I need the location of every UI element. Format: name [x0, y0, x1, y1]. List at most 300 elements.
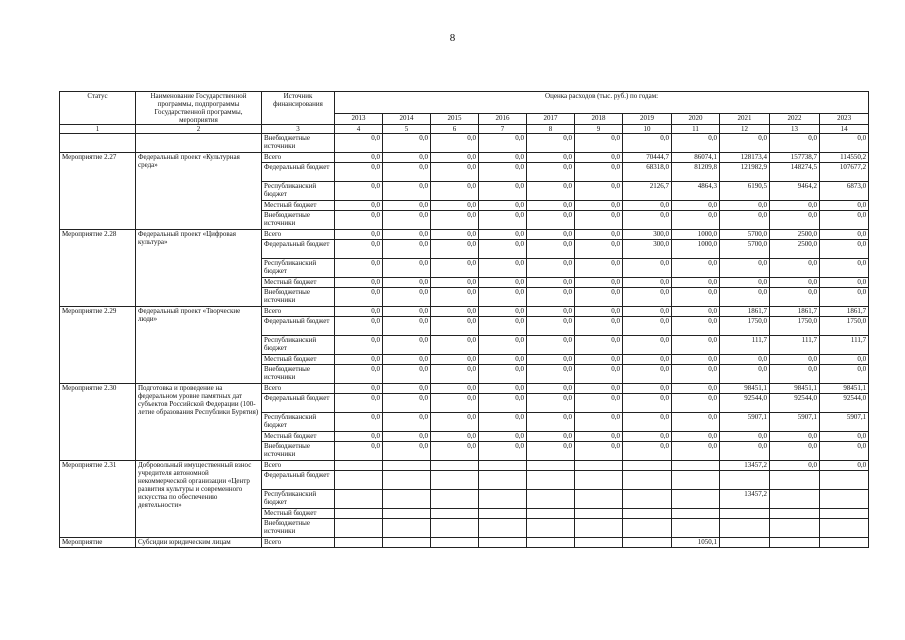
status-cell: Мероприятие 2.30 [60, 384, 136, 461]
value-cell: 0,0 [431, 307, 479, 317]
value-cell: 0,0 [479, 442, 527, 461]
value-cell: 0,0 [623, 384, 672, 394]
value-cell: 0,0 [770, 288, 820, 307]
value-cell: 2126,7 [623, 182, 672, 201]
funding-source-cell: Местный бюджет [262, 509, 335, 519]
value-cell: 0,0 [623, 432, 672, 442]
value-cell: 0,0 [672, 432, 720, 442]
column-number: 1 [60, 125, 136, 134]
value-cell: 0,0 [820, 461, 869, 471]
value-cell [383, 490, 431, 509]
value-cell: 0,0 [383, 336, 431, 355]
value-cell: 0,0 [720, 278, 770, 288]
status-cell: Мероприятие [60, 538, 136, 548]
value-cell: 1050,1 [672, 538, 720, 548]
value-cell: 0,0 [623, 365, 672, 384]
value-cell: 0,0 [575, 278, 623, 288]
year-header: 2014 [383, 114, 431, 125]
value-cell: 0,0 [672, 336, 720, 355]
value-cell: 86074,1 [672, 153, 720, 163]
status-cell: Мероприятие 2.31 [60, 461, 136, 538]
value-cell: 0,0 [527, 153, 575, 163]
value-cell: 0,0 [720, 134, 770, 153]
value-cell: 0,0 [770, 442, 820, 461]
status-cell: Мероприятие 2.29 [60, 307, 136, 384]
value-cell [820, 471, 869, 490]
value-cell: 1861,7 [820, 307, 869, 317]
value-cell: 0,0 [335, 288, 383, 307]
value-cell [623, 490, 672, 509]
value-cell: 0,0 [575, 432, 623, 442]
funding-source-cell: Внебюджетные источники [262, 519, 335, 538]
funding-source-cell: Республиканский бюджет [262, 490, 335, 509]
value-cell: 0,0 [431, 288, 479, 307]
column-number: 13 [770, 125, 820, 134]
funding-source-cell: Местный бюджет [262, 278, 335, 288]
value-cell: 0,0 [383, 259, 431, 278]
value-cell [335, 509, 383, 519]
year-header: 2017 [527, 114, 575, 125]
value-cell [820, 519, 869, 538]
value-cell [575, 509, 623, 519]
value-cell: 0,0 [672, 365, 720, 384]
value-cell: 92544,0 [820, 394, 869, 413]
value-cell: 0,0 [820, 278, 869, 288]
value-cell: 0,0 [575, 153, 623, 163]
value-cell: 0,0 [575, 201, 623, 211]
value-cell: 0,0 [527, 432, 575, 442]
value-cell: 0,0 [575, 442, 623, 461]
value-cell: 0,0 [672, 413, 720, 432]
value-cell [527, 519, 575, 538]
value-cell [335, 461, 383, 471]
funding-source-cell: Местный бюджет [262, 201, 335, 211]
value-cell: 0,0 [575, 317, 623, 336]
value-cell: 0,0 [527, 442, 575, 461]
value-cell [479, 471, 527, 490]
value-cell: 0,0 [479, 201, 527, 211]
year-header: 2019 [623, 114, 672, 125]
value-cell: 0,0 [575, 336, 623, 355]
value-cell: 0,0 [383, 163, 431, 182]
column-number: 6 [431, 125, 479, 134]
value-cell: 0,0 [720, 365, 770, 384]
value-cell [672, 461, 720, 471]
value-cell: 0,0 [820, 240, 869, 259]
value-cell: 0,0 [335, 278, 383, 288]
value-cell: 0,0 [335, 240, 383, 259]
value-cell: 0,0 [672, 211, 720, 230]
value-cell: 0,0 [383, 230, 431, 240]
value-cell: 0,0 [383, 288, 431, 307]
value-cell: 0,0 [479, 182, 527, 201]
table-row [60, 307, 869, 317]
table-row [60, 538, 869, 548]
value-cell [770, 538, 820, 548]
column-number: 9 [575, 125, 623, 134]
value-cell: 0,0 [431, 259, 479, 278]
value-cell: 0,0 [479, 336, 527, 355]
value-cell: 0,0 [383, 134, 431, 153]
value-cell: 0,0 [479, 153, 527, 163]
value-cell: 0,0 [623, 355, 672, 365]
value-cell: 1861,7 [770, 307, 820, 317]
value-cell: 0,0 [672, 442, 720, 461]
value-cell: 0,0 [479, 355, 527, 365]
year-header: 2020 [672, 114, 720, 125]
value-cell: 0,0 [335, 317, 383, 336]
value-cell [575, 519, 623, 538]
value-cell: 0,0 [623, 394, 672, 413]
value-cell [479, 519, 527, 538]
value-cell: 0,0 [479, 134, 527, 153]
value-cell: 0,0 [431, 432, 479, 442]
value-cell: 0,0 [720, 288, 770, 307]
value-cell [479, 461, 527, 471]
value-cell: 148274,5 [770, 163, 820, 182]
year-header: 2022 [770, 114, 820, 125]
value-cell: 0,0 [575, 182, 623, 201]
value-cell [383, 509, 431, 519]
value-cell: 0,0 [479, 432, 527, 442]
value-cell: 0,0 [575, 394, 623, 413]
value-cell: 0,0 [527, 259, 575, 278]
funding-source-cell: Всего [262, 153, 335, 163]
value-cell: 0,0 [820, 365, 869, 384]
value-cell [820, 490, 869, 509]
value-cell: 0,0 [720, 201, 770, 211]
value-cell [575, 490, 623, 509]
value-cell: 0,0 [527, 134, 575, 153]
page-number: 8 [449, 32, 456, 44]
value-cell: 98451,1 [770, 384, 820, 394]
value-cell [383, 471, 431, 490]
value-cell: 0,0 [820, 134, 869, 153]
value-cell: 13457,2 [720, 490, 770, 509]
value-cell: 0,0 [527, 201, 575, 211]
value-cell: 0,0 [770, 365, 820, 384]
value-cell [335, 490, 383, 509]
value-cell: 0,0 [431, 442, 479, 461]
value-cell: 81209,8 [672, 163, 720, 182]
table-row [60, 384, 869, 394]
value-cell: 5700,0 [720, 240, 770, 259]
value-cell: 111,7 [770, 336, 820, 355]
value-cell: 0,0 [623, 288, 672, 307]
value-cell: 0,0 [479, 259, 527, 278]
value-cell: 0,0 [623, 307, 672, 317]
value-cell: 0,0 [575, 413, 623, 432]
value-cell: 0,0 [623, 336, 672, 355]
value-cell: 0,0 [335, 442, 383, 461]
table-row [60, 230, 869, 240]
value-cell [575, 471, 623, 490]
status-cell [60, 134, 136, 153]
table-row [60, 153, 869, 163]
value-cell: 0,0 [431, 278, 479, 288]
value-cell: 0,0 [479, 307, 527, 317]
value-cell: 0,0 [770, 278, 820, 288]
value-cell: 0,0 [431, 336, 479, 355]
value-cell: 0,0 [720, 259, 770, 278]
value-cell: 0,0 [383, 413, 431, 432]
value-cell [335, 519, 383, 538]
value-cell: 0,0 [479, 394, 527, 413]
value-cell: 0,0 [575, 211, 623, 230]
value-cell: 0,0 [431, 134, 479, 153]
value-cell: 0,0 [623, 413, 672, 432]
value-cell [527, 509, 575, 519]
funding-source-cell: Местный бюджет [262, 355, 335, 365]
value-cell [431, 490, 479, 509]
value-cell: 0,0 [431, 365, 479, 384]
column-number: 14 [820, 125, 869, 134]
value-cell: 1750,0 [770, 317, 820, 336]
value-cell: 0,0 [527, 211, 575, 230]
value-cell [623, 471, 672, 490]
column-number: 7 [479, 125, 527, 134]
table-row [60, 134, 869, 153]
value-cell: 0,0 [672, 317, 720, 336]
value-cell [479, 538, 527, 548]
value-cell: 0,0 [672, 355, 720, 365]
value-cell: 111,7 [820, 336, 869, 355]
value-cell: 0,0 [623, 278, 672, 288]
value-cell: 0,0 [335, 163, 383, 182]
year-header: 2023 [820, 114, 869, 125]
value-cell [623, 538, 672, 548]
value-cell: 0,0 [672, 278, 720, 288]
value-cell: 157738,7 [770, 153, 820, 163]
value-cell: 0,0 [431, 201, 479, 211]
funding-source-cell: Всего [262, 307, 335, 317]
funding-source-cell: Республиканский бюджет [262, 413, 335, 432]
value-cell [623, 461, 672, 471]
value-cell [672, 490, 720, 509]
value-cell: 0,0 [575, 365, 623, 384]
value-cell: 0,0 [820, 259, 869, 278]
value-cell: 0,0 [575, 134, 623, 153]
value-cell [672, 519, 720, 538]
value-cell: 0,0 [383, 201, 431, 211]
funding-source-cell: Республиканский бюджет [262, 336, 335, 355]
year-header: 2013 [335, 114, 383, 125]
value-cell: 0,0 [820, 432, 869, 442]
value-cell: 0,0 [527, 317, 575, 336]
value-cell: 0,0 [383, 211, 431, 230]
value-cell [527, 490, 575, 509]
measure-name-cell: Федеральный проект «Творческие люди» [136, 307, 262, 384]
funding-source-cell: Местный бюджет [262, 432, 335, 442]
value-cell: 0,0 [383, 240, 431, 259]
funding-source-cell: Внебюджетные источники [262, 134, 335, 153]
header-name: Наименование Государственной программы, подпрограммы Государственной программы, мероприятия [136, 92, 262, 125]
value-cell: 0,0 [770, 432, 820, 442]
value-cell: 0,0 [335, 182, 383, 201]
value-cell: 128173,4 [720, 153, 770, 163]
value-cell: 0,0 [383, 355, 431, 365]
year-header: 2021 [720, 114, 770, 125]
value-cell: 68318,0 [623, 163, 672, 182]
value-cell: 0,0 [672, 201, 720, 211]
value-cell: 0,0 [335, 211, 383, 230]
value-cell: 0,0 [383, 182, 431, 201]
value-cell: 0,0 [335, 230, 383, 240]
value-cell [479, 509, 527, 519]
value-cell: 0,0 [623, 317, 672, 336]
value-cell [770, 471, 820, 490]
funding-source-cell: Федеральный бюджет [262, 163, 335, 182]
value-cell: 0,0 [335, 307, 383, 317]
value-cell: 0,0 [770, 259, 820, 278]
value-cell: 0,0 [383, 394, 431, 413]
value-cell [431, 519, 479, 538]
value-cell [383, 461, 431, 471]
value-cell: 0,0 [672, 134, 720, 153]
value-cell: 0,0 [770, 201, 820, 211]
value-cell: 2500,0 [770, 240, 820, 259]
value-cell: 0,0 [575, 240, 623, 259]
value-cell [770, 519, 820, 538]
value-cell: 0,0 [575, 230, 623, 240]
value-cell [383, 519, 431, 538]
value-cell: 9464,2 [770, 182, 820, 201]
funding-source-cell: Федеральный бюджет [262, 240, 335, 259]
column-number: 12 [720, 125, 770, 134]
header-status: Статус [60, 92, 136, 125]
value-cell: 0,0 [770, 461, 820, 471]
value-cell: 300,0 [623, 230, 672, 240]
value-cell: 0,0 [527, 288, 575, 307]
value-cell: 0,0 [431, 153, 479, 163]
value-cell [672, 509, 720, 519]
year-header: 2018 [575, 114, 623, 125]
value-cell: 114550,2 [820, 153, 869, 163]
value-cell: 0,0 [527, 394, 575, 413]
value-cell: 0,0 [479, 211, 527, 230]
year-header: 2016 [479, 114, 527, 125]
value-cell: 300,0 [623, 240, 672, 259]
value-cell: 0,0 [527, 307, 575, 317]
value-cell [720, 471, 770, 490]
value-cell: 0,0 [820, 442, 869, 461]
value-cell: 0,0 [335, 432, 383, 442]
funding-source-cell: Федеральный бюджет [262, 394, 335, 413]
value-cell [770, 490, 820, 509]
value-cell: 0,0 [527, 230, 575, 240]
value-cell: 2500,0 [770, 230, 820, 240]
column-number: 3 [262, 125, 335, 134]
header-estimate: Оценка расходов (тыс. руб.) по годам: [335, 92, 869, 114]
value-cell: 0,0 [335, 259, 383, 278]
value-cell: 0,0 [720, 442, 770, 461]
value-cell: 98451,1 [820, 384, 869, 394]
value-cell [575, 538, 623, 548]
column-number: 5 [383, 125, 431, 134]
value-cell [383, 538, 431, 548]
value-cell: 6873,0 [820, 182, 869, 201]
value-cell: 0,0 [820, 211, 869, 230]
column-number: 8 [527, 125, 575, 134]
value-cell: 0,0 [575, 307, 623, 317]
funding-source-cell: Всего [262, 461, 335, 471]
value-cell: 0,0 [623, 211, 672, 230]
value-cell: 0,0 [335, 134, 383, 153]
value-cell: 0,0 [527, 336, 575, 355]
funding-source-cell: Внебюджетные источники [262, 211, 335, 230]
table-body [60, 134, 869, 548]
header-source: Источник финансирования [262, 92, 335, 125]
value-cell [720, 509, 770, 519]
value-cell: 0,0 [383, 278, 431, 288]
value-cell: 0,0 [479, 278, 527, 288]
value-cell [720, 519, 770, 538]
value-cell: 98451,1 [720, 384, 770, 394]
year-header: 2015 [431, 114, 479, 125]
value-cell: 0,0 [383, 365, 431, 384]
value-cell: 0,0 [720, 432, 770, 442]
value-cell: 0,0 [431, 394, 479, 413]
value-cell: 0,0 [383, 317, 431, 336]
funding-source-cell: Всего [262, 538, 335, 548]
value-cell [623, 509, 672, 519]
value-cell: 0,0 [720, 211, 770, 230]
value-cell: 0,0 [479, 163, 527, 182]
value-cell: 0,0 [335, 355, 383, 365]
measure-name-cell [136, 134, 262, 153]
value-cell: 1750,0 [820, 317, 869, 336]
funding-source-cell: Республиканский бюджет [262, 182, 335, 201]
value-cell [575, 461, 623, 471]
value-cell: 0,0 [527, 240, 575, 259]
value-cell: 6190,5 [720, 182, 770, 201]
value-cell: 0,0 [335, 153, 383, 163]
value-cell: 0,0 [820, 288, 869, 307]
funding-source-cell: Республиканский бюджет [262, 259, 335, 278]
value-cell: 0,0 [672, 384, 720, 394]
value-cell: 92544,0 [770, 394, 820, 413]
value-cell: 0,0 [383, 384, 431, 394]
value-cell: 121982,9 [720, 163, 770, 182]
value-cell [720, 538, 770, 548]
value-cell [770, 509, 820, 519]
value-cell: 5907,1 [720, 413, 770, 432]
value-cell: 0,0 [575, 288, 623, 307]
value-cell: 0,0 [431, 163, 479, 182]
value-cell [431, 461, 479, 471]
value-cell: 0,0 [431, 413, 479, 432]
measure-name-cell: Субсидии юридическим лицам [136, 538, 262, 548]
value-cell: 107677,2 [820, 163, 869, 182]
value-cell: 0,0 [383, 153, 431, 163]
value-cell: 0,0 [770, 355, 820, 365]
value-cell: 0,0 [431, 211, 479, 230]
value-cell: 0,0 [479, 317, 527, 336]
value-cell: 0,0 [527, 413, 575, 432]
value-cell: 0,0 [820, 230, 869, 240]
value-cell: 0,0 [479, 413, 527, 432]
column-number: 10 [623, 125, 672, 134]
value-cell: 0,0 [479, 288, 527, 307]
value-cell: 0,0 [335, 384, 383, 394]
value-cell: 0,0 [431, 317, 479, 336]
value-cell: 0,0 [672, 288, 720, 307]
funding-source-cell: Федеральный бюджет [262, 317, 335, 336]
value-cell [820, 538, 869, 548]
value-cell: 0,0 [672, 394, 720, 413]
value-cell: 0,0 [575, 259, 623, 278]
value-cell: 0,0 [623, 442, 672, 461]
